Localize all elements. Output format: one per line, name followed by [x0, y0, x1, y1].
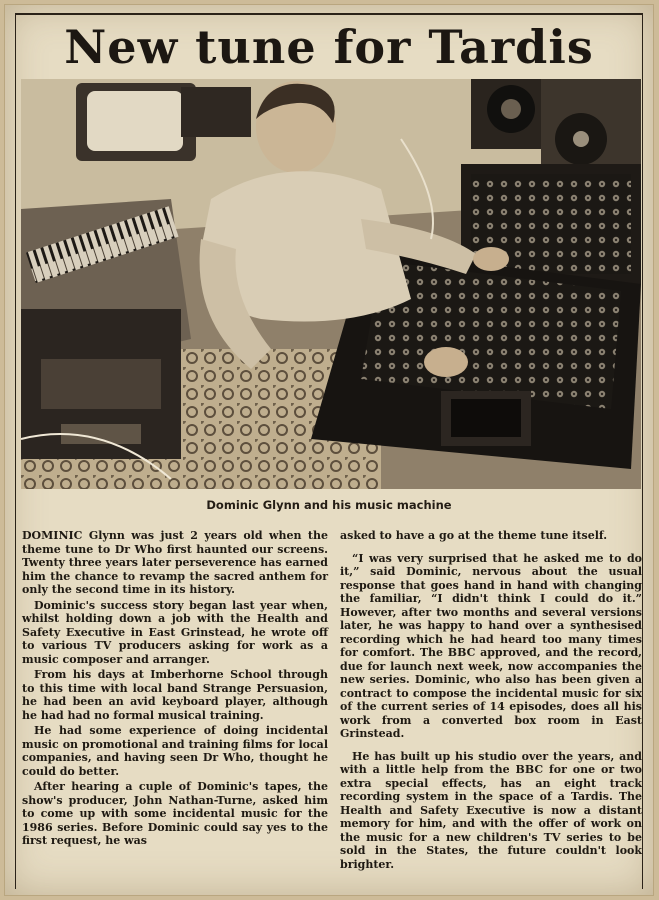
- paragraph: He has built up his studio over the years, and with a little help from the BBC for one or two extra special effects, has an eight track recording system in the space of a Tardis. The Health and Safety Executive is now a distant memory for him, and with the offer of work on the music for a new children's TV series to be sold in the States, the future couldn't look brighter.: [340, 749, 642, 871]
- left-border-rule: [15, 13, 16, 889]
- paragraph: After hearing a cuple of Dominic's tapes, the show's producer, John Nathan-Turne, asked him to come up with some incidental music for the 1986 series. Before Dominic could say yes to the first request, he was: [22, 780, 328, 847]
- paragraph: asked to have a go at the theme tune itself.: [340, 529, 608, 542]
- paragraph: From his days at Imberhorne School through to this time with local band Strange Persuasion, he had been an avid keyboard player, although he had had no formal musical training.: [22, 668, 328, 722]
- photo-caption: Dominic Glynn and his music machine: [206, 498, 452, 512]
- article-column-right: [340, 529, 642, 873]
- paragraph: “I was very surprised that he asked me to do it,” said Dominic, nervous about the usual response that goes hand in hand with changing the familiar, “I didn't think I could do it.” However, after two months and several versions later, he was happy to hand over a synthesised recording which he had heard too many times for comfort. The BBC approved, and the record, due for launch next week, now accompanies the new series. Dominic, who also has been given a contract to compose the incidental music for six of the current series of 14 episodes, does all his work from a converted box room in East Grinstead.: [340, 551, 642, 740]
- headline: New tune for Tardis: [64, 20, 594, 74]
- top-border-rule: [15, 13, 643, 15]
- paragraph: Dominic's success story began last year when, whilst holding down a job with the Health and Safety Executive in East Grinstead, he wrote off to various TV producers asking for work as a music composer and arranger.: [22, 598, 328, 666]
- article-photo: [21, 79, 641, 489]
- right-border-rule: [642, 13, 643, 889]
- article-column-left: [22, 529, 328, 850]
- newspaper-clipping: [4, 4, 654, 896]
- paragraph: DOMINIC Glynn was just 2 years old when the theme tune to Dr Who first haunted our screens. Twenty three years later perseverence has earned him the chance to revamp the sacred anthem for only the second time in its history.: [22, 529, 328, 596]
- paragraph: He had some experience of doing incidental music on promotional and training films for local companies, and having seen Dr Who, thought he could do better.: [22, 724, 328, 778]
